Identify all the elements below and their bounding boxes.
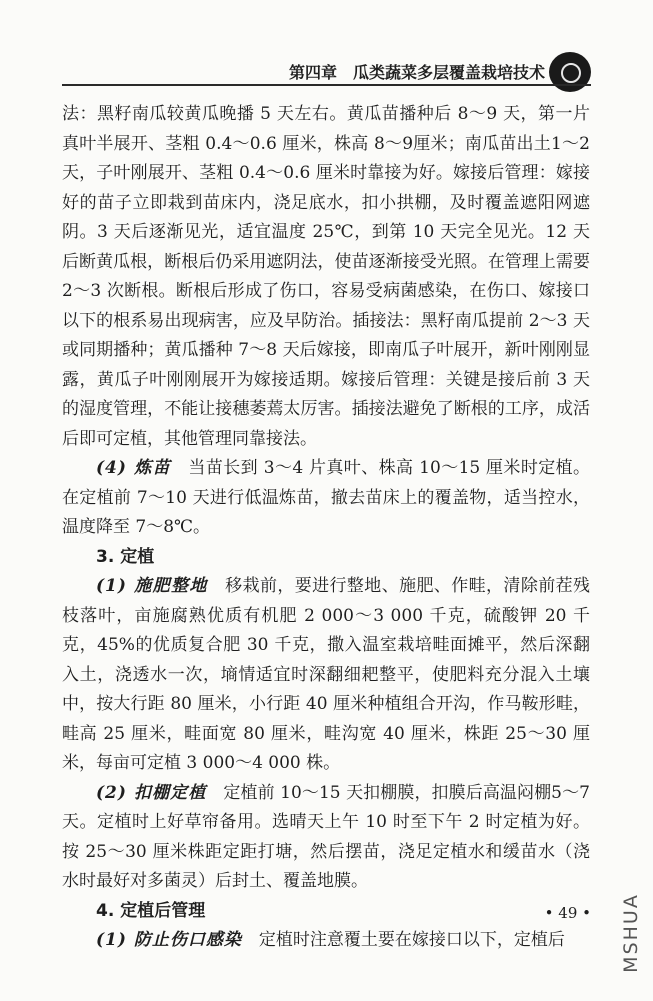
paragraph-infection [62,926,590,956]
section-heading-planting: 3. 定植 [96,546,155,567]
term-covering: (2) 扣棚定植 [96,782,207,803]
watermark-text: MSHUA [620,893,642,973]
running-header [0,0,653,95]
paragraph-fertilizing [62,572,590,779]
paragraph-hardening-text: 当苗长到 3～4 片真叶、株高 10～15 厘米时定植。在定植前 7～10 天进行低温炼苗，撤去苗床上的覆盖物，适当控水，温度降至 7～8℃。 [62,458,590,537]
chapter-title: 第四章 瓜类蔬菜多层覆盖栽培技术 [288,63,545,82]
term-infection: (1) 防止伤口感染 [96,930,242,950]
paragraph-infection-text: 定植时注意覆土要在嫁接口以下，定植后 [241,930,565,950]
paragraph-grafting: 法：黑籽南瓜较黄瓜晚播 5 天左右。黄瓜苗播种后 8～9 天，第一片真叶半展开、茎粗 0.4～0.6 厘米，株高 8～9厘米；南瓜苗出土1～2 天，子叶刚展开、茎粗 0.4～0.6 厘米时靠接为好。嫁接后管理：嫁接好的苗子立即栽到苗床内，浇足底水，扣小拱棚，及时覆盖遮阳网遮阴。3 天后逐渐见光，适宜温度 25℃，到第 10 天完全见光。12 天后断黄瓜根，断根后仍采用遮阴法，使苗逐渐接受光照。在管理上需要 2～3 次断根。断根后形成了伤口，容易受病菌感染，在伤口、嫁接口以下的根系易出现病害，应及早防治。插接法：黑籽南瓜提前 2～3 天或同期播种；黄瓜播种 7～8 天后嫁接，即南瓜子叶展开，新叶刚刚显露，黄瓜子叶刚刚展开为嫁接适期。嫁接后管理：关键是接后前 3 天的湿度管理，不能让接穗萎蔫太厉害。插接法避免了断根的工序，成活后即可定植，其他管理同靠接法。 [62,104,590,449]
section-heading-management: 4. 定植后管理 [96,900,206,921]
header-divider [62,84,591,86]
watermark [619,878,643,988]
paragraph-covering-text: 定植前 10～15 天扣棚膜，扣膜后高温闷棚5～7 天。定植时上好草帘备用。选晴天上午 10 时至下午 2 时定植为好。按 25～30 厘米株距定距打塘，然后摆苗，浇足定植水和缓苗水（浇水时最好对多菌灵）后封土、覆盖地膜。 [62,782,590,891]
paragraph-hardening [62,454,590,543]
paragraph-covering [62,779,590,897]
page-body [62,100,590,956]
paragraph-fertilizing-text: 移栽前，要进行整地、施肥、作畦，清除前茬残枝落叶，亩施腐熟优质有机肥 2 000～3 000 千克，硫酸钾 20 千克，45%的优质复合肥 30 千克，撒入温室栽培畦面摊平，然后深翻入土，浇透水一次，墒情适宜时深翻细耙整平，使肥料充分混入土壤中，按大行距 80 厘米，小行距 40 厘米种植组合开沟，作马鞍形畦，畦高 25 厘米，畦面宽 80 厘米，畦沟宽 40 厘米，株距 25～30 厘米，每亩可定植 3 000～4 000 株。 [62,576,590,773]
chapter-emblem-icon [549,52,591,92]
term-hardening: (4) 炼苗 [96,458,172,478]
page-number: • 49 • [544,904,591,922]
term-fertilizing: (1) 施肥整地 [96,576,208,596]
